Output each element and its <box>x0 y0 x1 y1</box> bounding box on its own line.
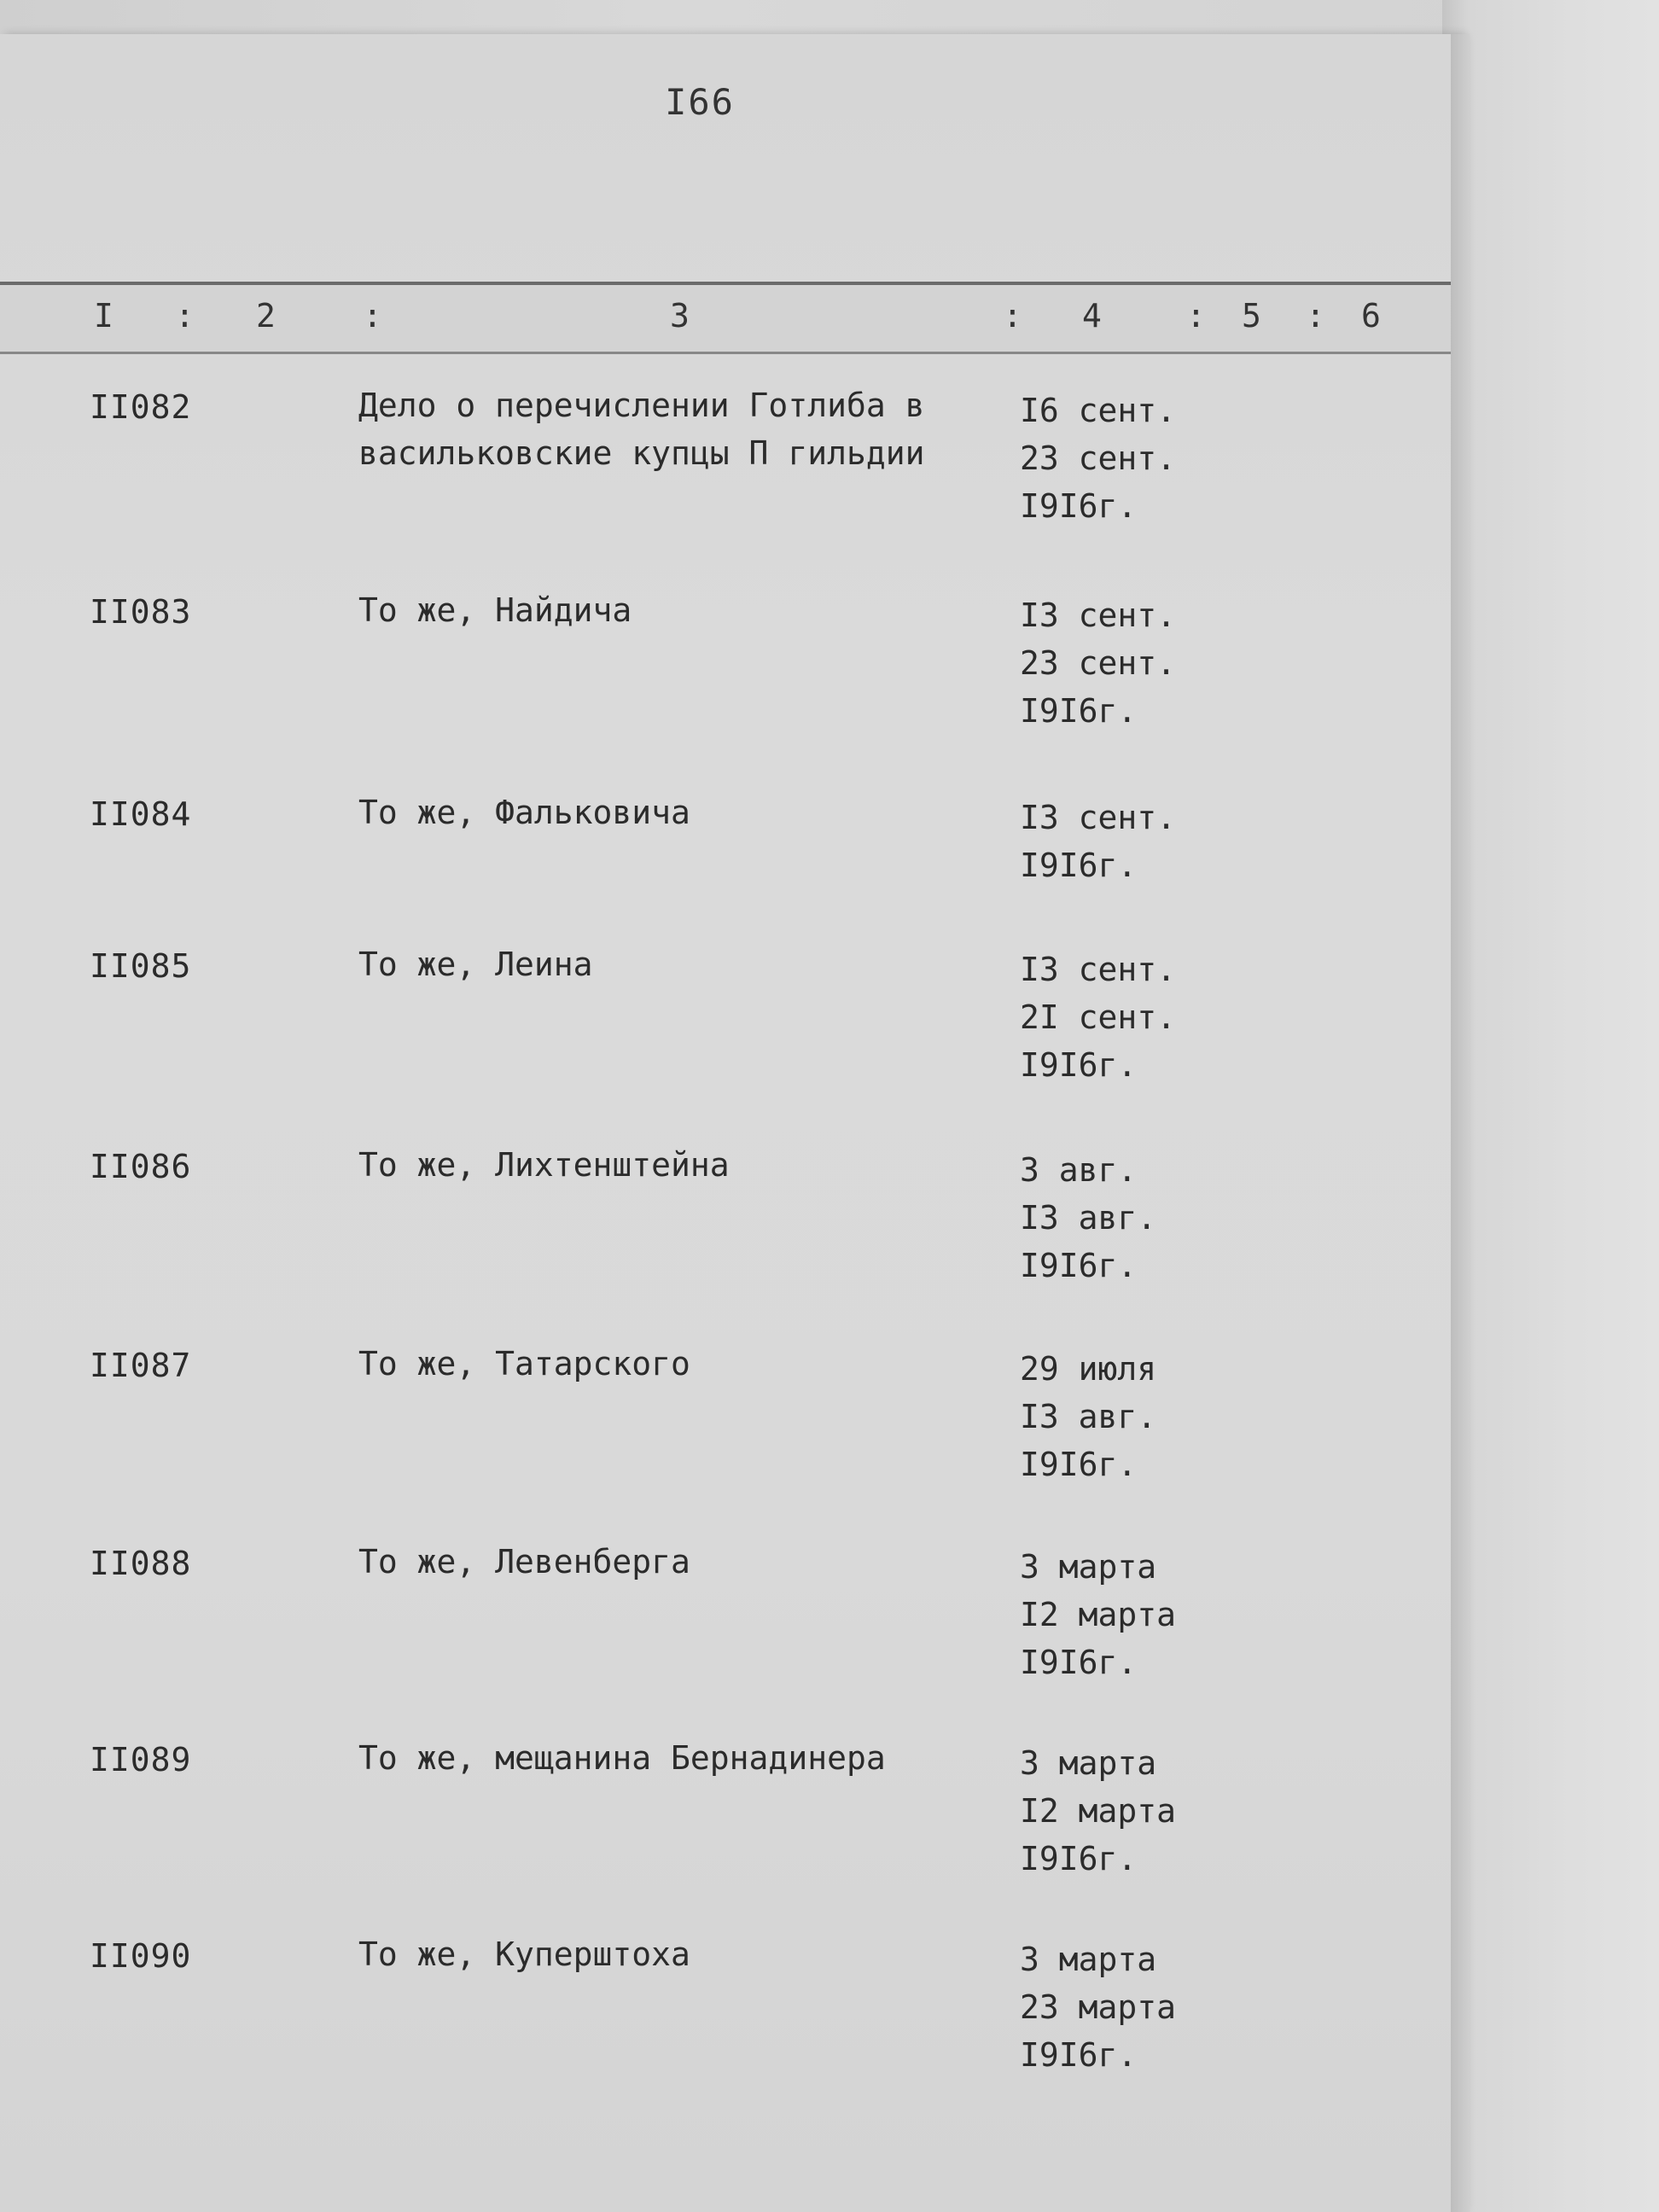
record-title: То же, Леина <box>358 946 593 983</box>
record-number: II087 <box>90 1347 192 1384</box>
header-col-3: 3 <box>670 297 690 335</box>
header-separator: : <box>1306 297 1325 335</box>
record-dates <box>1020 946 1242 1089</box>
header-col-4: 4 <box>1082 297 1102 335</box>
date-line: I9I6г. <box>1020 847 1138 884</box>
record-dates <box>1020 794 1242 889</box>
date-line: I6 сент. <box>1020 392 1177 429</box>
date-line: I3 авг. <box>1020 1398 1157 1435</box>
record-title: То же, Найдича <box>358 591 632 629</box>
header-separator: : <box>1003 297 1022 335</box>
record-title: То же, Фальковича <box>358 794 690 831</box>
date-line: I3 авг. <box>1020 1199 1157 1237</box>
date-line: I3 сент. <box>1020 951 1177 988</box>
record-dates <box>1020 1146 1242 1289</box>
record-title: То же, Лихтенштейна <box>358 1146 730 1184</box>
record-title: То же, Татарского <box>358 1345 690 1382</box>
record-dates <box>1020 1739 1242 1883</box>
page-edge <box>1451 34 1470 2212</box>
date-line: I3 сент. <box>1020 597 1177 634</box>
record-number: II085 <box>90 947 192 985</box>
record-dates <box>1020 1543 1242 1686</box>
header-col-5: 5 <box>1242 297 1261 335</box>
underlying-sheet <box>1442 0 1659 2212</box>
page-number: I66 <box>665 81 735 123</box>
date-line: I2 марта <box>1020 1792 1177 1830</box>
date-line: I2 марта <box>1020 1596 1177 1633</box>
header-col-1: I <box>94 297 114 335</box>
record-dates <box>1020 1345 1242 1488</box>
header-col-2: 2 <box>256 297 276 335</box>
record-number: II086 <box>90 1148 192 1185</box>
column-header-band <box>0 282 1461 354</box>
date-line: 3 марта <box>1020 1941 1157 1978</box>
date-line: 23 сент. <box>1020 439 1177 477</box>
record-dates <box>1020 591 1242 735</box>
document-page <box>0 34 1461 2212</box>
record-title: То же, Левенберга <box>358 1543 690 1580</box>
record-number: II088 <box>90 1545 192 1582</box>
date-line: I9I6г. <box>1020 1247 1138 1284</box>
date-line: 3 марта <box>1020 1744 1157 1782</box>
date-line: I9I6г. <box>1020 1840 1138 1877</box>
date-line: I9I6г. <box>1020 2036 1138 2074</box>
date-line: I9I6г. <box>1020 1644 1138 1681</box>
record-dates <box>1020 1936 1242 2079</box>
record-number: II082 <box>90 388 192 426</box>
date-line: I3 сент. <box>1020 799 1177 836</box>
date-line: 23 марта <box>1020 1988 1177 2026</box>
header-col-6: 6 <box>1361 297 1381 335</box>
date-line: 2I сент. <box>1020 998 1177 1036</box>
date-line: 3 авг. <box>1020 1151 1138 1189</box>
record-dates <box>1020 387 1242 530</box>
header-separator: : <box>175 297 195 335</box>
record-number: II089 <box>90 1741 192 1778</box>
record-title: То же, Куперштоха <box>358 1936 690 1973</box>
header-separator: : <box>1186 297 1206 335</box>
date-line: 23 сент. <box>1020 644 1177 682</box>
date-line: I9I6г. <box>1020 1446 1138 1483</box>
record-number: II090 <box>90 1937 192 1975</box>
record-number: II083 <box>90 593 192 631</box>
record-title: Дело о перечислении Готлиба в васильковские купцы П гильдии <box>358 387 925 472</box>
date-line: 29 июля <box>1020 1350 1157 1388</box>
date-line: I9I6г. <box>1020 692 1138 730</box>
date-line: 3 марта <box>1020 1548 1157 1586</box>
record-title: То же, мещанина Бернадинера <box>358 1739 886 1777</box>
record-number: II084 <box>90 795 192 833</box>
header-separator: : <box>363 297 382 335</box>
date-line: I9I6г. <box>1020 487 1138 525</box>
date-line: I9I6г. <box>1020 1046 1138 1084</box>
